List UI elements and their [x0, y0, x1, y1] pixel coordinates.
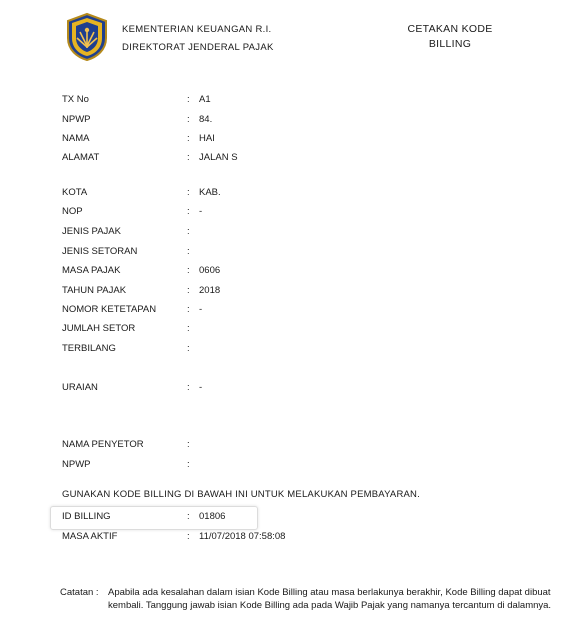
billing-code-value: 01806: [199, 511, 226, 522]
field-separator: :: [187, 187, 190, 198]
field-value: -: [199, 206, 203, 217]
note-text: Apabila ada kesalahan dalam isian Kode Billing atau masa berlakunya berakhir, Kode Billing dapat dibuat kembali. Tanggung jawab isian Kode Billing ada pada Wajib Pajak yang namanya tercantum di dalamnya.: [108, 587, 552, 611]
field-value: 84.: [199, 114, 213, 125]
payment-instruction: GUNAKAN KODE BILLING DI BAWAH INI UNTUK MELAKUKAN PEMBAYARAN.: [62, 489, 420, 500]
field-label: JENIS SETORAN: [62, 246, 138, 257]
field-label: NPWP: [62, 114, 91, 125]
field-separator: :: [187, 133, 190, 144]
field-separator: :: [187, 323, 190, 334]
field-label: MASA AKTIF: [62, 531, 118, 542]
field-label: NOP: [62, 206, 83, 217]
document-title: CETAKAN KODE BILLING: [407, 23, 493, 50]
field-label: ALAMAT: [62, 152, 100, 163]
field-separator: :: [187, 304, 190, 315]
field-label: URAIAN: [62, 382, 98, 393]
field-label: ID BILLING: [62, 511, 111, 522]
field-separator: :: [187, 94, 190, 105]
field-label: JUMLAH SETOR: [62, 323, 136, 334]
field-label: KOTA: [62, 187, 88, 198]
field-separator: :: [187, 382, 190, 393]
ministry-name: KEMENTERIAN KEUANGAN R.I.: [122, 24, 272, 35]
field-label: NAMA: [62, 133, 90, 144]
field-value: JALAN S: [199, 152, 238, 163]
field-value: 11/07/2018 07:58:08: [199, 531, 286, 542]
field-label: NPWP: [62, 459, 91, 470]
field-separator: :: [187, 226, 190, 237]
field-value: 2018: [199, 285, 221, 296]
field-separator: :: [187, 343, 190, 354]
field-label: NOMOR KETETAPAN: [62, 304, 157, 315]
field-separator: :: [187, 459, 190, 470]
field-value: A1: [199, 94, 211, 105]
note-label: Catatan :: [60, 587, 99, 598]
field-separator: :: [187, 265, 190, 276]
field-label: NAMA PENYETOR: [62, 439, 144, 450]
field-separator: :: [187, 285, 190, 296]
field-separator: :: [187, 511, 190, 522]
field-separator: :: [187, 439, 190, 450]
field-label: TAHUN PAJAK: [62, 285, 127, 296]
field-value: -: [199, 382, 203, 393]
field-separator: :: [187, 206, 190, 217]
field-value: -: [199, 304, 203, 315]
field-label: JENIS PAJAK: [62, 226, 121, 237]
field-value: HAI: [199, 133, 215, 144]
directorate-name: DIREKTORAT JENDERAL PAJAK: [122, 42, 274, 53]
field-separator: :: [187, 152, 190, 163]
field-value: 0606: [199, 265, 221, 276]
field-separator: :: [187, 246, 190, 257]
field-label: TX No: [62, 94, 89, 105]
field-label: TERBILANG: [62, 343, 116, 354]
field-separator: :: [187, 531, 190, 542]
kemenkeu-logo-icon: [62, 12, 112, 62]
field-separator: :: [187, 114, 190, 125]
field-label: MASA PAJAK: [62, 265, 121, 276]
field-value: KAB.: [199, 187, 221, 198]
